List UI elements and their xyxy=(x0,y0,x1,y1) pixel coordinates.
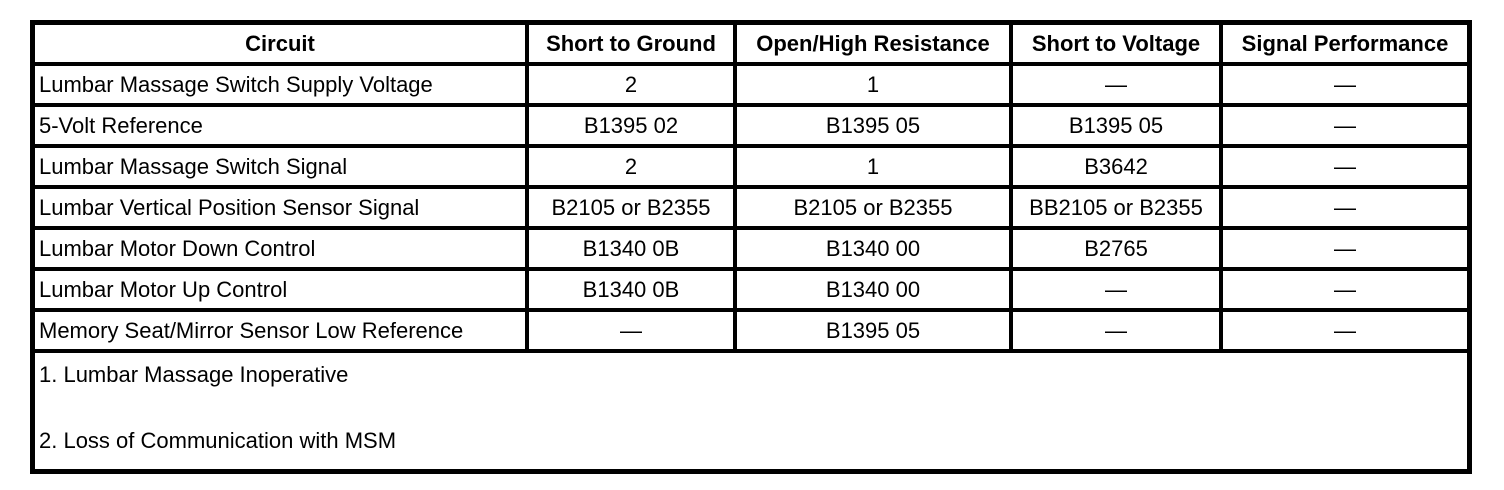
note-lumbar-massage-inoperative: 1. Lumbar Massage Inoperative xyxy=(39,362,349,387)
circuit-dtc-table-container xyxy=(30,20,1466,474)
signal-performance-cell: — xyxy=(1221,187,1469,228)
short-to-voltage-cell: — xyxy=(1011,310,1221,351)
table-row xyxy=(33,187,1469,228)
short-to-ground-cell: B2105 or B2355 xyxy=(527,187,735,228)
circuit-cell: Lumbar Vertical Position Sensor Signal xyxy=(33,187,527,228)
short-to-ground-cell: 2 xyxy=(527,64,735,105)
open-high-resistance-cell: B2105 or B2355 xyxy=(735,187,1011,228)
signal-performance-cell: — xyxy=(1221,228,1469,269)
header-circuit: Circuit xyxy=(33,23,527,64)
signal-performance-cell: — xyxy=(1221,310,1469,351)
short-to-voltage-cell: B3642 xyxy=(1011,146,1221,187)
circuit-cell: Lumbar Motor Up Control xyxy=(33,269,527,310)
short-to-voltage-cell: B2765 xyxy=(1011,228,1221,269)
table-header-row xyxy=(33,23,1469,64)
circuit-cell: Lumbar Massage Switch Signal xyxy=(33,146,527,187)
short-to-ground-cell: — xyxy=(527,310,735,351)
note-loss-of-communication: 2. Loss of Communication with MSM xyxy=(39,428,397,453)
header-open-high-resistance: Open/High Resistance xyxy=(735,23,1011,64)
header-signal-performance: Signal Performance xyxy=(1221,23,1469,64)
circuit-cell: 5-Volt Reference xyxy=(33,105,527,146)
notes-row xyxy=(33,351,1469,471)
header-short-to-voltage: Short to Voltage xyxy=(1011,23,1221,64)
open-high-resistance-cell: B1395 05 xyxy=(735,105,1011,146)
signal-performance-cell: — xyxy=(1221,146,1469,187)
open-high-resistance-cell: B1340 00 xyxy=(735,228,1011,269)
table-row xyxy=(33,310,1469,351)
short-to-ground-cell: 2 xyxy=(527,146,735,187)
table-row xyxy=(33,64,1469,105)
table-row xyxy=(33,269,1469,310)
circuit-cell: Lumbar Motor Down Control xyxy=(33,228,527,269)
circuit-dtc-table xyxy=(30,20,1472,474)
open-high-resistance-cell: 1 xyxy=(735,146,1011,187)
circuit-cell: Memory Seat/Mirror Sensor Low Reference xyxy=(33,310,527,351)
short-to-voltage-cell: B1395 05 xyxy=(1011,105,1221,146)
notes-cell xyxy=(33,351,1469,471)
short-to-voltage-cell: — xyxy=(1011,64,1221,105)
short-to-ground-cell: B1340 0B xyxy=(527,228,735,269)
signal-performance-cell: — xyxy=(1221,105,1469,146)
signal-performance-cell: — xyxy=(1221,269,1469,310)
signal-performance-cell: — xyxy=(1221,64,1469,105)
header-short-to-ground: Short to Ground xyxy=(527,23,735,64)
short-to-voltage-cell: BB2105 or B2355 xyxy=(1011,187,1221,228)
table-row xyxy=(33,146,1469,187)
table-row xyxy=(33,228,1469,269)
open-high-resistance-cell: 1 xyxy=(735,64,1011,105)
short-to-voltage-cell: — xyxy=(1011,269,1221,310)
circuit-cell: Lumbar Massage Switch Supply Voltage xyxy=(33,64,527,105)
table-row xyxy=(33,105,1469,146)
open-high-resistance-cell: B1340 00 xyxy=(735,269,1011,310)
open-high-resistance-cell: B1395 05 xyxy=(735,310,1011,351)
short-to-ground-cell: B1395 02 xyxy=(527,105,735,146)
short-to-ground-cell: B1340 0B xyxy=(527,269,735,310)
